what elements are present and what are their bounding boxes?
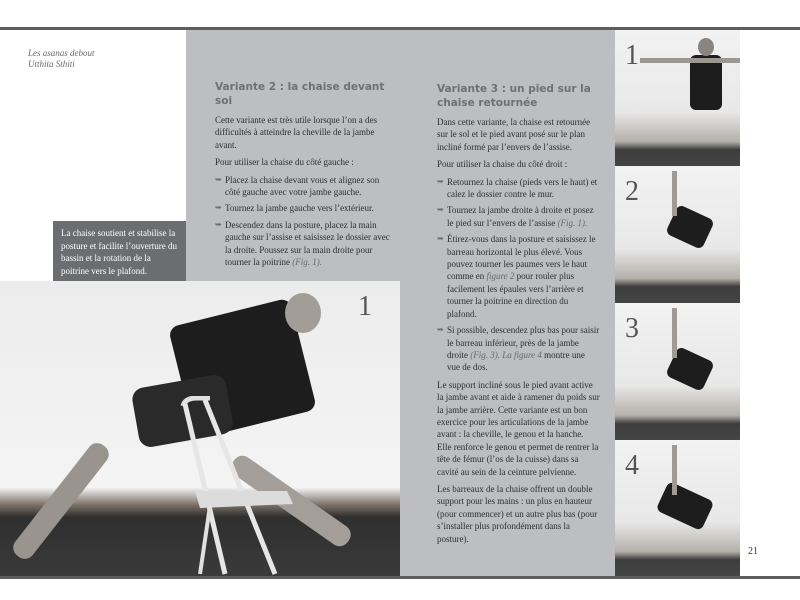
main-photo-variante2 bbox=[0, 281, 400, 576]
arrow-bullet-icon: ➥ bbox=[437, 176, 444, 186]
figure-reference: (Fig. 1). bbox=[292, 257, 322, 268]
step-item: ➥ Étirez-vous dans la posture et saisissez le barreau horizontal le plus élevé. Vous pouvez tourner les paumes vers le haut comme en figure 2 pour rouler plus facilement les épaules vers l’arrière et tourner la poitrine en direction du plafond. bbox=[437, 234, 596, 319]
thumb-photo-1 bbox=[615, 30, 740, 166]
variante3-column bbox=[437, 82, 600, 550]
thumb-photo-4 bbox=[615, 440, 740, 576]
arrow-bullet-icon: ➥ bbox=[215, 219, 222, 229]
step-item: ➥ Si possible, descendez plus bas pour saisir le barreau inférieur, près de la jambe droite (Fig. 3). La figure 4 montre une vue de dos. bbox=[437, 325, 600, 373]
figure-head bbox=[285, 293, 321, 333]
photo-caption: La chaise soutient et stabilise la posture et facilite l’ouverture du bassin et la rotation de la poitrine vers le plafond. bbox=[53, 221, 186, 281]
figure-leg-left bbox=[9, 439, 113, 563]
running-head bbox=[28, 48, 95, 70]
page-number: 21 bbox=[748, 546, 758, 557]
variante3-paragraph: Le support incliné sous le pied avant active la jambe avant et aide à ramener du poids sur la jambe arrière. Cette variante est un bon exercice pour les articulations de la jambe avant : la cheville, le genou et la hanche. Elle renforce le genou et permet de rentrer la tête de fémur (l’os de la cuisse) dans sa cavité au sein de la ceinture pelvienne. bbox=[437, 379, 600, 477]
variante3-intro: Dans cette variante, la chaise est retournée sur le sol et le pied avant posé sur le plan incliné formé par l’envers de l’assise. bbox=[437, 117, 591, 152]
figure-arm bbox=[672, 171, 677, 216]
variante3-steps bbox=[437, 176, 600, 374]
figure-reference: (Fig. 3). La figure 4 bbox=[470, 349, 542, 360]
figure-number: 1 bbox=[625, 40, 639, 71]
step-item: ➥ Retournez la chaise (pieds vers le haut) et calez le dossier contre le mur. bbox=[437, 176, 598, 200]
arrow-bullet-icon: ➥ bbox=[215, 203, 222, 213]
variante2-steps bbox=[215, 174, 395, 269]
running-head-section: Les asanas debout bbox=[28, 48, 95, 58]
step-item: ➥ Tournez la jambe droite à droite et posez le pied sur l’envers de l’assise (Fig. 1). bbox=[437, 205, 594, 228]
arrow-bullet-icon: ➥ bbox=[437, 205, 444, 215]
figure-arms bbox=[640, 58, 740, 63]
figure-number: 3 bbox=[625, 313, 639, 344]
arrow-bullet-icon: ➥ bbox=[437, 325, 444, 335]
bottom-rule bbox=[0, 576, 800, 579]
figure-reference: figure 2 bbox=[486, 271, 515, 282]
figure-number: 1 bbox=[358, 291, 372, 322]
variante2-intro: Cette variante est très utile lorsque l’on a des difficultés à atteindre la cheville de la jambe avant. bbox=[215, 115, 377, 150]
variante3-heading: Variante 3 : un pied sur la chaise retournée bbox=[437, 83, 591, 109]
figure-reference: (Fig. 1). bbox=[557, 217, 588, 228]
arrow-bullet-icon: ➥ bbox=[215, 174, 222, 184]
figure-arm bbox=[672, 308, 677, 358]
thumb-photo-3 bbox=[615, 303, 740, 440]
figure-number: 2 bbox=[625, 176, 639, 207]
step-item: ➥ Tournez la jambe gauche vers l’extérieur. bbox=[215, 203, 374, 214]
arrow-bullet-icon: ➥ bbox=[437, 234, 444, 244]
thumb-photo-2 bbox=[615, 166, 740, 303]
variante3-paragraph: Les barreaux de la chaise offrent un double support pour les mains : un plus en hauteur (pour commencer) et un autre plus bas (pour s’installer plus profondément dans la posture). bbox=[437, 483, 598, 544]
variante2-lead: Pour utiliser la chaise du côté gauche : bbox=[215, 157, 354, 168]
figure-number: 4 bbox=[625, 450, 639, 481]
figure-head bbox=[698, 38, 714, 56]
variante3-lead: Pour utiliser la chaise du côté droit : bbox=[437, 159, 568, 170]
variante2-column bbox=[215, 80, 395, 273]
figure-body bbox=[690, 55, 722, 110]
step-item: ➥ Descendez dans la posture, placez la main gauche sur l’assise et saisissez le dossier avec la droite. Poussez sur la main droite pour tourner la poitrine (Fig. 1). bbox=[215, 219, 390, 268]
figure-arm bbox=[672, 445, 677, 495]
chair-icon bbox=[175, 396, 295, 576]
step-item: ➥ Placez la chaise devant vous et alignez son côté gauche avec votre jambe gauche. bbox=[215, 174, 380, 198]
figure-body bbox=[656, 481, 715, 531]
variante2-heading: Variante 2 : la chaise devant soi bbox=[215, 81, 385, 107]
running-head-subtitle: Utthita Sthiti bbox=[28, 59, 75, 69]
